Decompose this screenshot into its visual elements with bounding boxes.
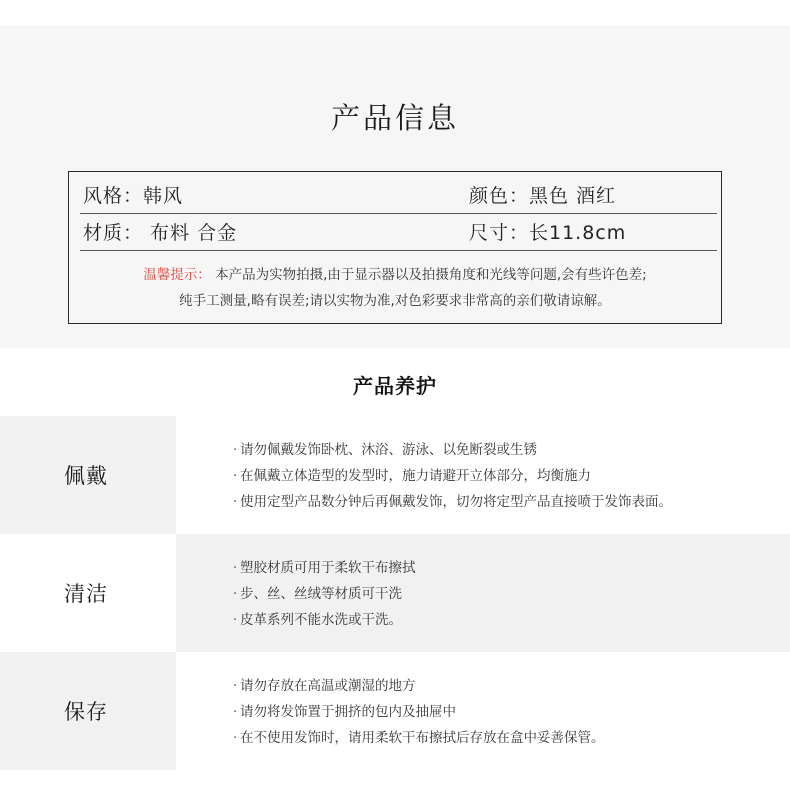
list-item-text: 在不使用发饰时，请用柔软干布擦拭后存放在盒中妥善保管。 [240, 730, 605, 746]
warm-tip-text-1: 本产品为实物拍摄,由于显示器以及拍摄角度和光线等问题,会有些许色差; [210, 267, 647, 283]
list-item [230, 555, 416, 581]
care-row-cleaning [0, 534, 790, 652]
list-item [230, 437, 672, 463]
list-item-text: 请勿佩戴发饰卧枕、沐浴、游泳、以免断裂或生锈 [240, 442, 537, 458]
list-item [230, 673, 605, 699]
list-item [230, 489, 672, 515]
style-value: 风格：韩风 [83, 185, 184, 207]
warm-tip-label: 温馨提示： [143, 267, 211, 283]
care-label-cleaning: 清洁 [64, 582, 108, 606]
product-info-title: 产品信息 [330, 101, 459, 135]
care-row-wearing [0, 416, 790, 534]
care-label-cell [0, 652, 176, 770]
material-value: 材质： 布料 合金 [83, 222, 238, 244]
bullet-icon: · [232, 586, 238, 602]
bullet-icon: · [232, 560, 238, 576]
list-item [230, 699, 605, 725]
care-content-cell [176, 416, 790, 534]
product-info-table [68, 171, 722, 324]
warm-tip-line-1 [69, 262, 721, 288]
info-row-material-size [80, 214, 717, 251]
list-item-text: 使用定型产品数分钟后再佩戴发饰，切勿将定型产品直接喷于发饰表面。 [240, 494, 672, 510]
care-label-cell [0, 534, 176, 652]
list-item-text: 塑胶材质可用于柔软干布擦拭 [240, 560, 416, 576]
list-item [230, 581, 416, 607]
bullet-icon: · [232, 468, 238, 484]
care-content-cell [176, 534, 790, 652]
list-item-text: 请勿存放在高温或潮湿的地方 [240, 678, 416, 694]
bullet-icon: · [232, 730, 238, 746]
size-value: 尺寸：长11.8cm [469, 222, 627, 244]
care-list-wearing [230, 437, 672, 515]
warm-tip-text-2: 纯手工测量,略有误差;请以实物为准,对色彩要求非常高的亲们敬请谅解。 [179, 293, 611, 309]
bullet-icon: · [232, 442, 238, 458]
list-item [230, 607, 416, 633]
bullet-icon: · [232, 494, 238, 510]
bullet-icon: · [232, 678, 238, 694]
care-row-storage [0, 652, 790, 770]
product-info-section [0, 26, 790, 348]
product-care-title: 产品养护 [353, 374, 437, 398]
list-item-text: 皮革系列不能水洗或干洗。 [240, 612, 402, 628]
care-label-wearing: 佩戴 [64, 464, 108, 488]
list-item-text: 在佩戴立体造型的发型时，施力请避开立体部分，均衡施力 [240, 468, 591, 484]
list-item [230, 725, 605, 751]
color-value: 颜色：黑色 酒红 [469, 185, 617, 207]
care-list-storage [230, 673, 605, 751]
bullet-icon: · [232, 612, 238, 628]
info-row-style-color [80, 177, 717, 214]
care-label-cell [0, 416, 176, 534]
list-item-text: 请勿将发饰置于拥挤的包内及抽屉中 [240, 704, 456, 720]
bullet-icon: · [232, 704, 238, 720]
list-item [230, 463, 672, 489]
care-label-storage: 保存 [64, 700, 108, 724]
care-list-cleaning [230, 555, 416, 633]
care-content-cell [176, 652, 790, 770]
warm-tip-note [69, 262, 721, 314]
list-item-text: 步、丝、丝绒等材质可干洗 [240, 586, 402, 602]
